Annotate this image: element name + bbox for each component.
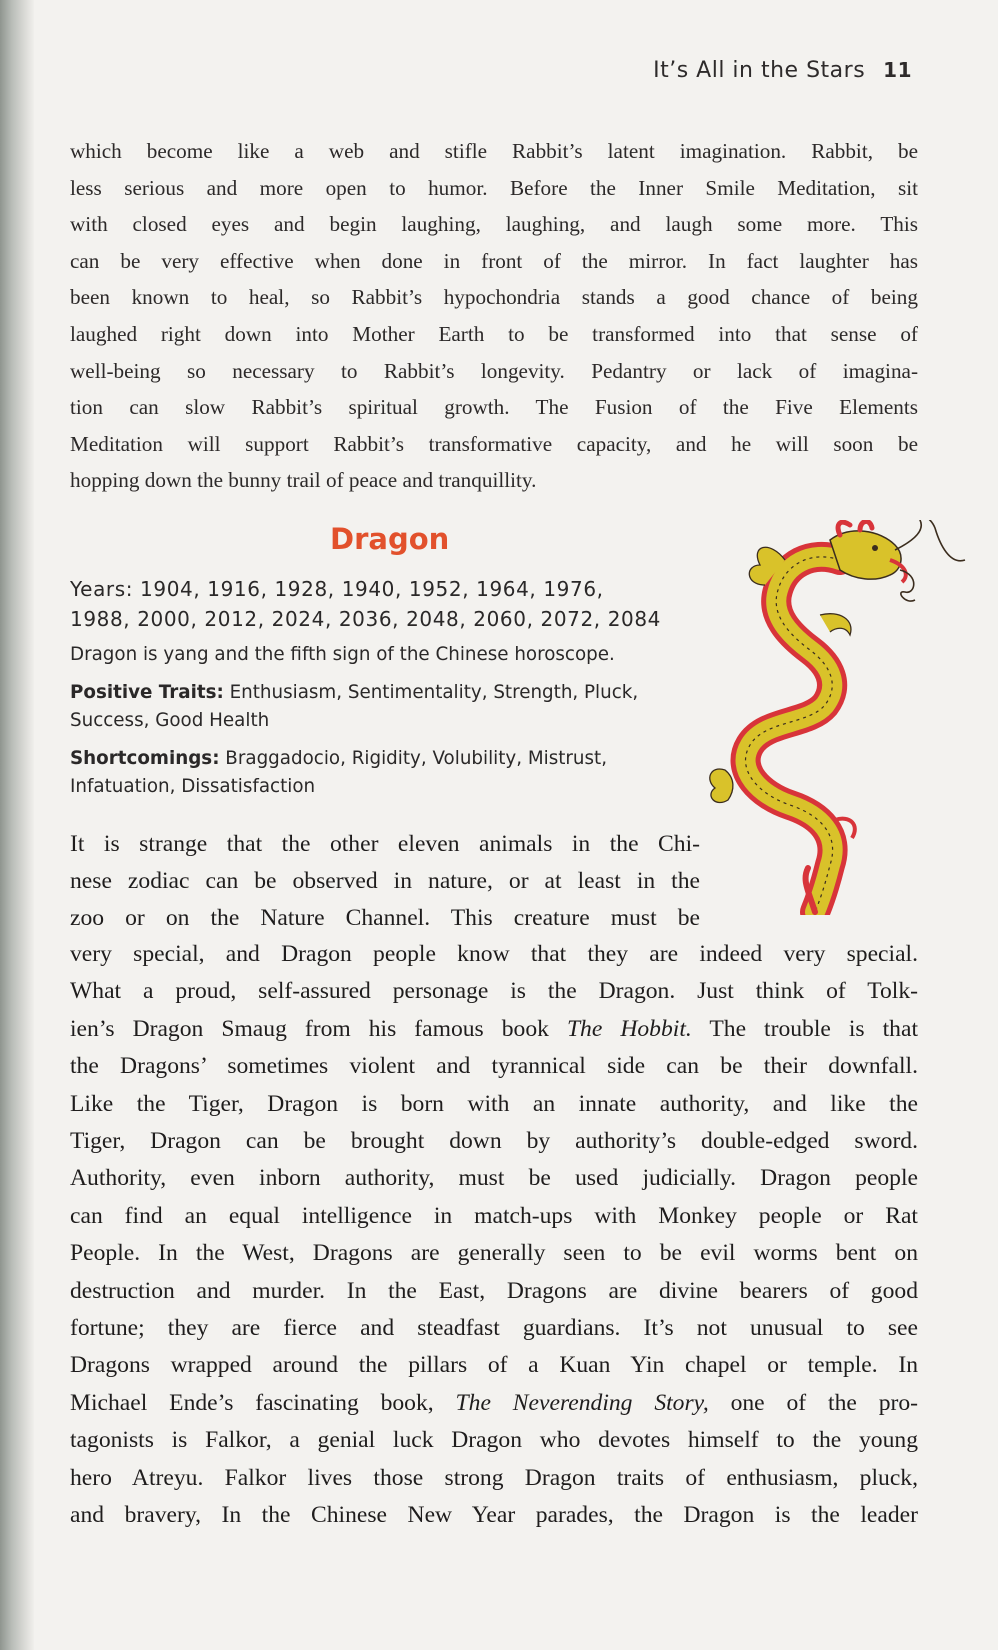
text-line: tion can slow Rabbit’s spiritual growth. The Fusion of the Five Elements [70, 395, 918, 420]
book-title: The Hobbit. [566, 1015, 692, 1042]
page-number: 11 [883, 58, 912, 82]
section-title: Dragon [330, 522, 450, 556]
book-title: The Neverending Story, [455, 1389, 709, 1416]
text-line: can find an equal intelligence in match-ups with Monkey people or Rat [70, 1202, 918, 1229]
text-line: the Dragons’ sometimes violent and tyrannical side can be their downfall. [70, 1053, 918, 1080]
text-line: Tiger, Dragon can be brought down by authority’s double-edged sword. [70, 1128, 918, 1155]
text-line: Like the Tiger, Dragon is born with an innate authority, and like the [70, 1090, 918, 1117]
text-line: very special, and Dragon people know that they are indeed very special. [70, 941, 918, 967]
text-line: with closed eyes and begin laughing, laughing, and laugh some more. This [70, 212, 918, 237]
text-line: Dragons wrapped around the pillars of a Kuan Yin chapel or temple. In [70, 1352, 918, 1379]
text-line: which become like a web and stifle Rabbit’s latent imagination. Rabbit, be [70, 139, 918, 163]
text-line: Authority, even inborn authority, must be used judicially. Dragon people [70, 1165, 918, 1192]
positive-traits-text: Enthusiasm, Sentimentality, Strength, Pluck, [223, 682, 639, 703]
dragon-illustration-icon [690, 520, 990, 915]
years-line: 1988, 2000, 2012, 2024, 2036, 2048, 2060, 2072, 2084 [70, 607, 662, 631]
text-line: Meditation will support Rabbit’s transformative capacity, and he will soon be [70, 431, 918, 456]
shortcomings-text: Infatuation, Dissatisfaction [70, 776, 316, 797]
text-line [70, 1385, 918, 1422]
text-segment: one of the pro- [708, 1389, 919, 1416]
text-line: and bravery, In the Chinese New Year parades, the Dragon is the leader [70, 1502, 918, 1529]
positive-traits-label: Positive Traits: [70, 682, 224, 703]
shortcomings-label: Shortcomings: [70, 748, 220, 769]
text-line [70, 1011, 918, 1048]
running-head-title: It’s All in the Stars [653, 58, 866, 83]
book-gutter-shadow [0, 0, 34, 1650]
text-line: hero Atreyu. Falkor lives those strong Dragon traits of enthusiasm, pluck, [70, 1464, 918, 1491]
text-line: tagonists is Falkor, a genial luck Dragon who devotes himself to the young [70, 1427, 918, 1454]
dragon-body-paragraph [70, 936, 918, 1535]
running-head [653, 58, 912, 83]
sign-description: Dragon is yang and the fifth sign of the Chinese horoscope. [70, 644, 615, 665]
shortcomings [70, 745, 710, 801]
text-line: laughed right down into Mother Earth to be transformed into that sense of [70, 321, 918, 346]
previous-section-paragraph [70, 133, 918, 499]
text-line: What a proud, self-assured personage is the Dragon. Just think of Tolk- [70, 978, 918, 1005]
years-line: Years: 1904, 1916, 1928, 1940, 1952, 1964, 1976, [70, 577, 604, 601]
dragon-intro-lines [70, 826, 700, 936]
dragon-years [70, 574, 710, 634]
positive-traits [70, 679, 710, 735]
text-line: destruction and murder. In the East, Dragons are divine bearers of good [70, 1277, 918, 1304]
text-line: hopping down the bunny trail of peace and tranquillity. [70, 468, 537, 493]
positive-traits-text: Success, Good Health [70, 710, 270, 731]
text-line: fortune; they are fierce and steadfast guardians. It’s not unusual to see [70, 1315, 918, 1342]
text-line: nese zodiac can be observed in nature, or at least in the [70, 867, 700, 894]
text-segment: ien’s Dragon Smaug from his famous book [70, 1015, 567, 1042]
text-line: well-being so necessary to Rabbit’s longevity. Pedantry or lack of imagina- [70, 358, 918, 383]
text-segment: Michael Ende’s fascinating book, [70, 1389, 456, 1416]
text-segment: The trouble is that [691, 1015, 918, 1042]
text-line: been known to heal, so Rabbit’s hypochondria stands a good chance of being [70, 285, 918, 310]
text-line: It is strange that the other eleven animals in the Chi- [70, 831, 700, 857]
text-line: zoo or on the Nature Channel. This creature must be [70, 904, 700, 931]
text-line: can be very effective when done in front of the mirror. In fact laughter has [70, 248, 918, 273]
text-line: less serious and more open to humor. Before the Inner Smile Meditation, sit [70, 175, 918, 200]
text-line: People. In the West, Dragons are generally seen to be evil worms bent on [70, 1240, 918, 1267]
shortcomings-text: Braggadocio, Rigidity, Volubility, Mistrust, [219, 748, 608, 769]
